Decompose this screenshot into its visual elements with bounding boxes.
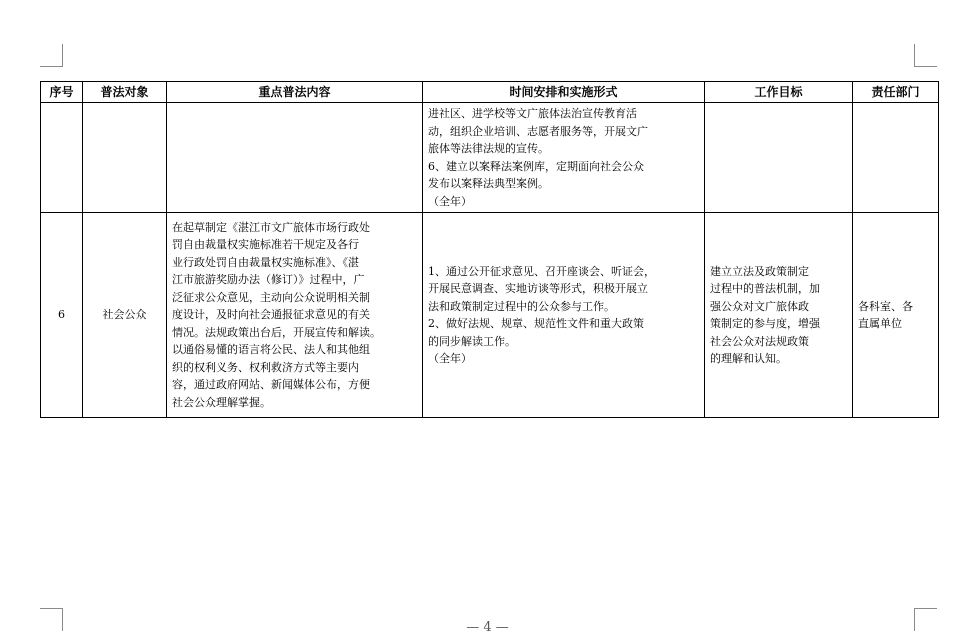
header-number: 序号 (41, 82, 83, 103)
header-goal: 工作目标 (705, 82, 853, 103)
schedule-line: 进社区、进学校等文广旅体法治宣传教育活 (428, 107, 637, 120)
goal-line: 策制定的参与度，增强 (710, 317, 820, 330)
content-line: 情况。法规政策出台后，开展宣传和解读。 (172, 325, 381, 339)
content-line: 织的权利义务、权利救济方式等主要内 (172, 360, 359, 374)
schedule-line: 6、建立以案释法案例库，定期面向社会公众 (428, 159, 644, 173)
row-number-cell: 6 (41, 213, 83, 418)
department-line: 各科室、各 (858, 299, 913, 313)
crop-mark-top-right (914, 44, 937, 67)
schedule-line: 开展民意调查、实地访谈等形式，积极开展立 (428, 282, 648, 295)
row-content-cell (167, 103, 423, 213)
goal-line: 过程中的普法机制，加 (710, 282, 820, 295)
schedule-line: 2、做好法规、规章、规范性文件和重大政策 (428, 317, 644, 330)
goal-line: 社会公众对法规政策 (710, 334, 809, 348)
content-line: 容，通过政府网站、新闻媒体公布，方便 (172, 378, 370, 392)
schedule-line: （全年） (428, 194, 472, 208)
content-line: 泛征求公众意见，主动向公众说明相关制 (172, 290, 370, 304)
row-schedule-cell (423, 103, 705, 213)
content-line: 度设计，及时向社会通报征求意见的有关 (172, 308, 370, 322)
schedule-line: 发布以案释法典型案例。 (428, 177, 549, 190)
row-schedule-cell (423, 213, 705, 418)
table-header-row (41, 82, 939, 103)
content-line: 业行政处罚自由裁量权实施标准》、《湛 (172, 255, 359, 269)
schedule-line: 1、通过公开征求意见、召开座谈会、听证会， (428, 264, 655, 278)
row-number-cell (41, 103, 83, 213)
content-line: 在起草制定《湛江市文广旅体市场行政处 (172, 220, 370, 234)
header-schedule: 时间安排和实施形式 (423, 82, 705, 103)
schedule-line: 旅体等法律法规的宣传。 (428, 142, 549, 155)
content-line: 江市旅游奖励办法（修订）》过程中，广 (172, 273, 365, 287)
header-department: 责任部门 (853, 82, 939, 103)
header-content: 重点普法内容 (167, 82, 423, 103)
row-audience-cell: 社会公众 (83, 213, 167, 418)
department-line: 直属单位 (858, 317, 902, 330)
row-goal-cell (705, 213, 853, 418)
content-line: 以通俗易懂的语言将公民、法人和其他组 (172, 343, 370, 357)
schedule-line: 法和政策制定过程中的公众参与工作。 (428, 299, 615, 313)
row-goal-cell (705, 103, 853, 213)
schedule-line: 的同步解读工作。 (428, 334, 516, 348)
goal-line: 的理解和认知。 (710, 352, 787, 365)
row-audience-cell (83, 103, 167, 213)
table-row (41, 213, 939, 418)
content-line: 罚自由裁量权实施标准若干规定及各行 (172, 238, 359, 252)
schedule-line: （全年） (428, 352, 472, 365)
header-audience: 普法对象 (83, 82, 167, 103)
goal-line: 建立立法及政策制定 (710, 264, 809, 278)
crop-mark-top-left (40, 44, 63, 67)
page-number: — 4 — (466, 620, 509, 635)
legal-publicity-plan-table (40, 81, 939, 418)
content-line: 社会公众理解掌握。 (172, 395, 271, 409)
goal-line: 强公众对文广旅体政 (710, 299, 809, 313)
row-department-cell (853, 213, 939, 418)
row-department-cell (853, 103, 939, 213)
schedule-line: 动，组织企业培训、志愿者服务等，开展文广 (428, 124, 648, 138)
row-content-cell (167, 213, 423, 418)
table-row (41, 103, 939, 213)
